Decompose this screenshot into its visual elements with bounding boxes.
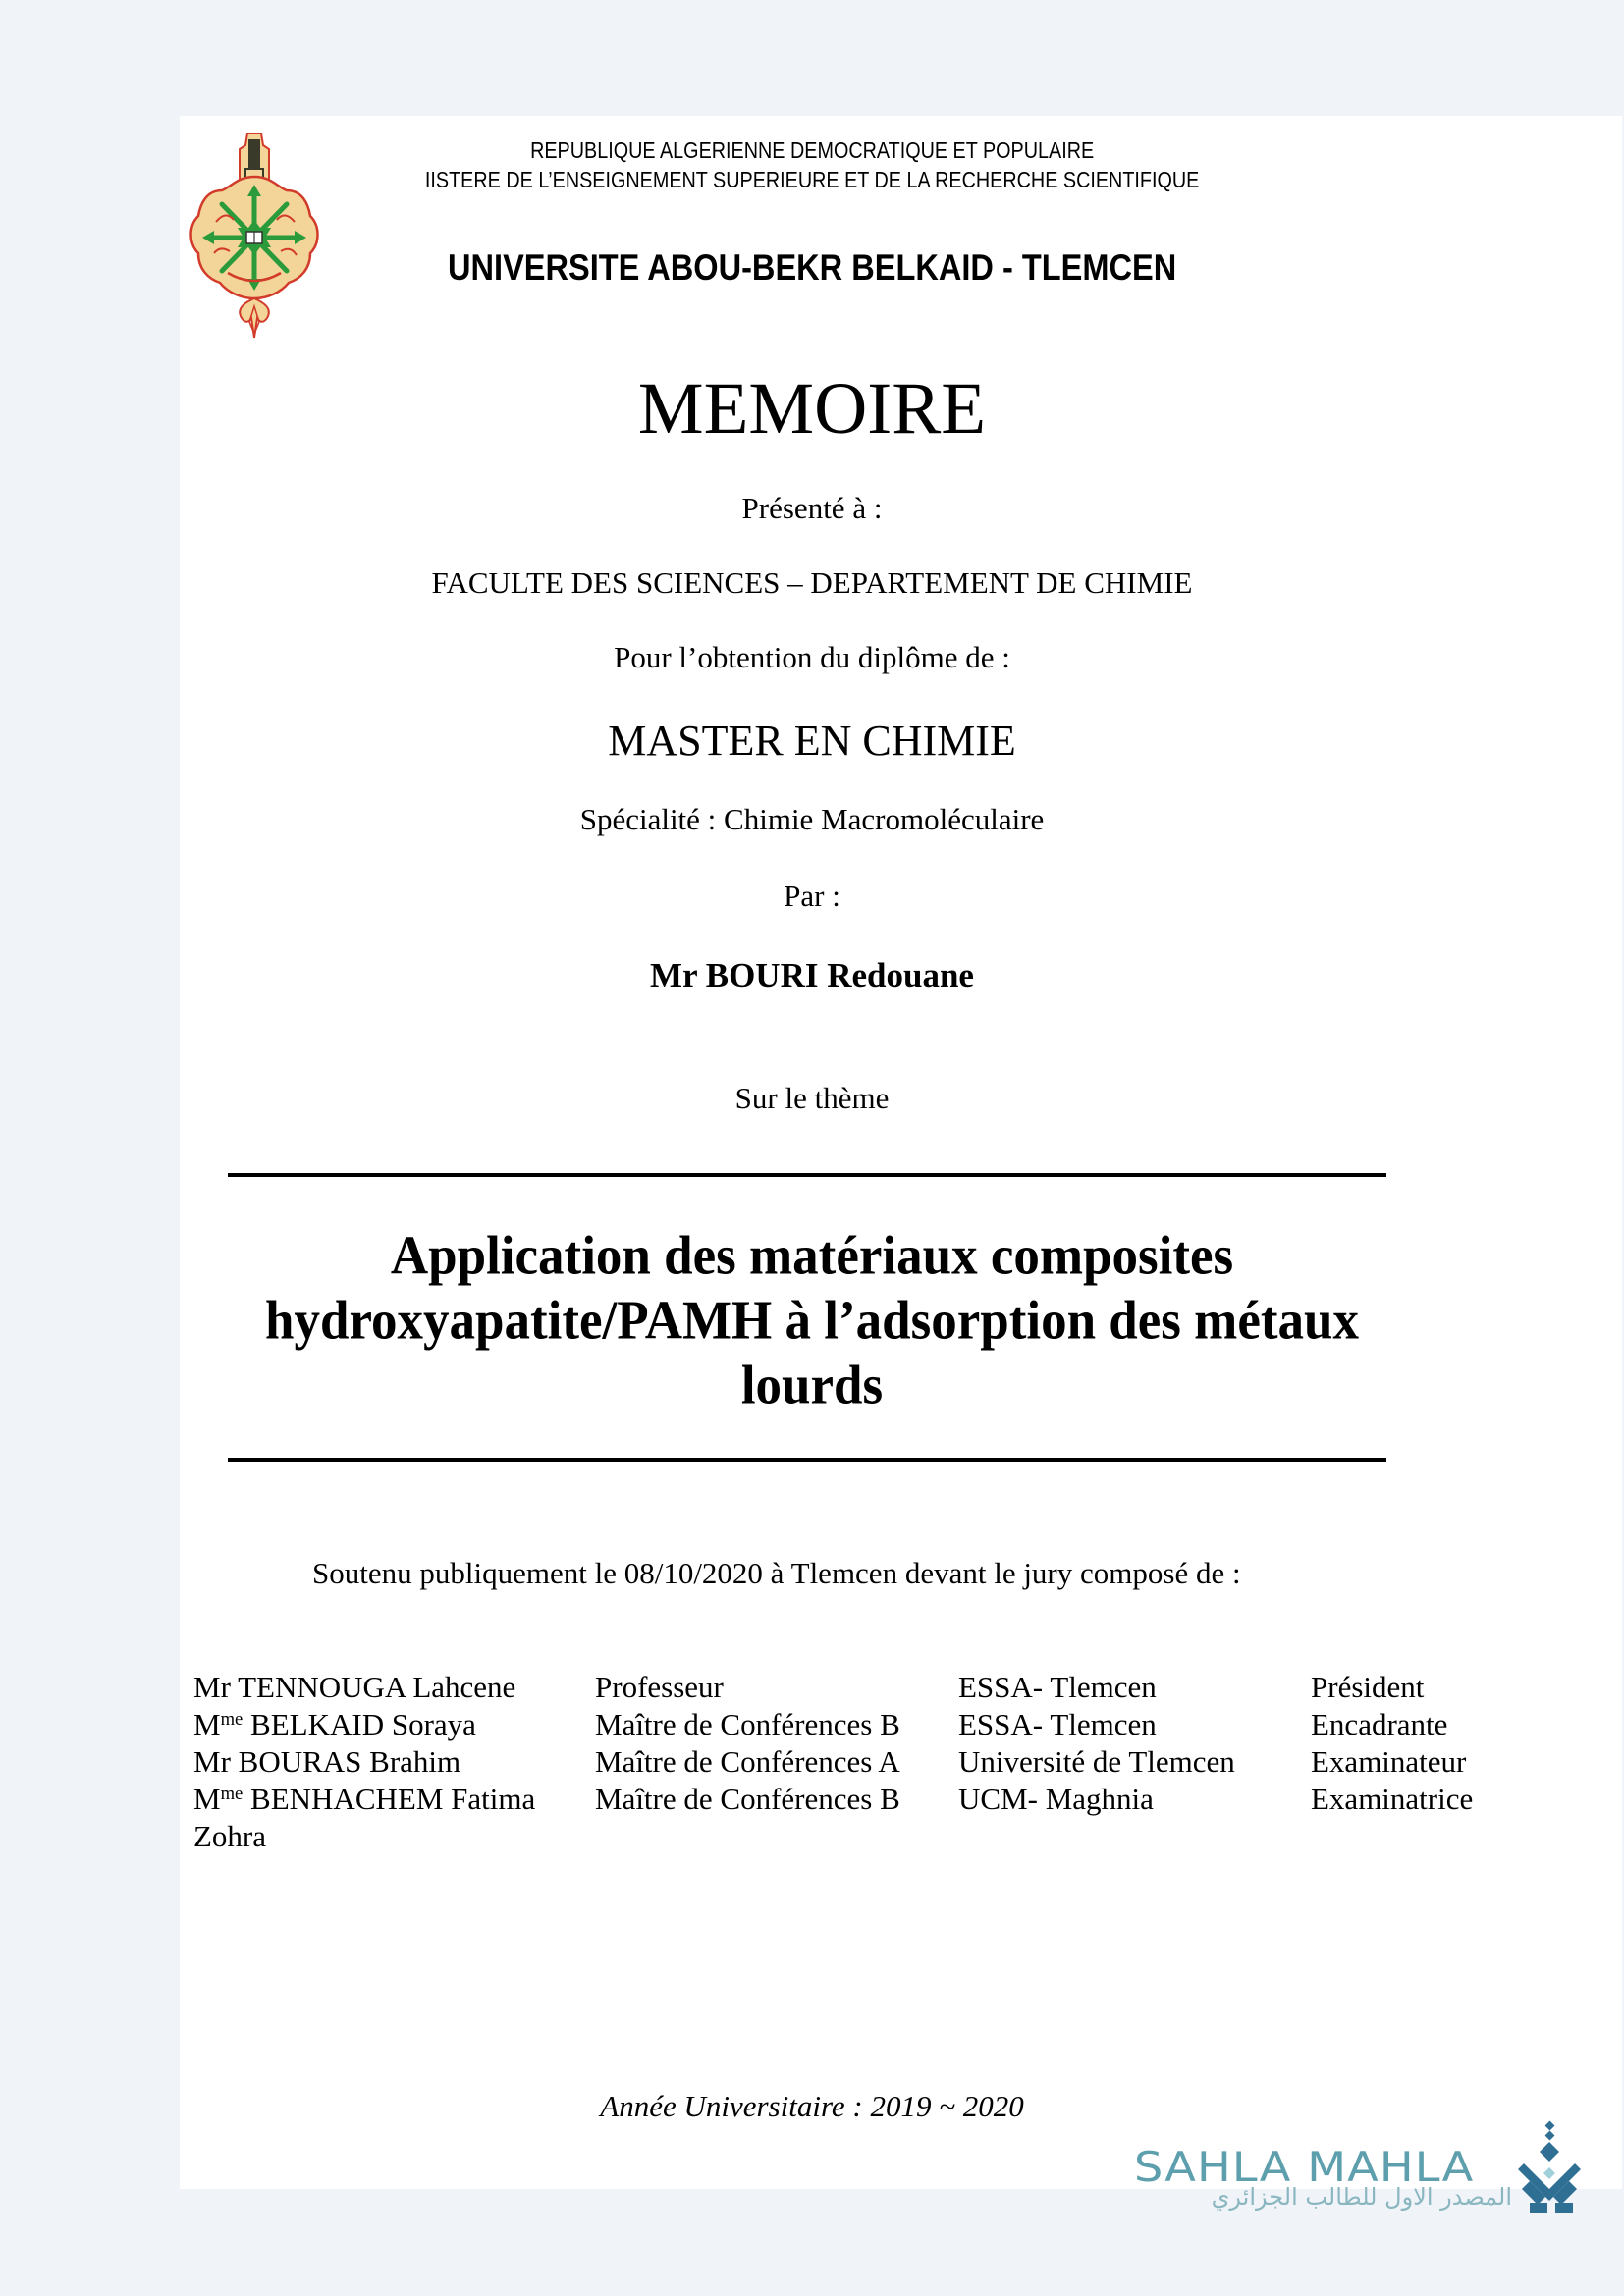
header-clip-mask bbox=[324, 167, 361, 196]
by-label: Par : bbox=[784, 879, 840, 913]
defense-statement: Soutenu publiquement le 08/10/2020 à Tlemcen devant le jury composé de : bbox=[312, 1556, 1241, 1590]
jury-member-institution: Université de Tlemcen bbox=[958, 1744, 1235, 1779]
thesis-title bbox=[0, 1224, 1624, 1418]
jury-member-grade: Maître de Conférences A bbox=[595, 1744, 900, 1779]
faculty-line: FACULTE DES SCIENCES – DEPARTEMENT DE CHIMIE bbox=[431, 565, 1193, 600]
thesis-title-line-1: Application des matériaux composites bbox=[390, 1226, 1234, 1286]
title-rule-bottom bbox=[228, 1458, 1386, 1462]
jury-member-name: Mr TENNOUGA Lahcene bbox=[193, 1670, 516, 1704]
document-type: MEMOIRE bbox=[637, 368, 987, 450]
ministry-line: IISTERE DE L’ENSEIGNEMENT SUPERIEURE ET DE LA RECHERCHE SCIENTIFIQUE bbox=[424, 167, 1200, 192]
jury-member-name: $M^{me}$ BELKAID Soraya bbox=[193, 1707, 476, 1741]
sahla-mahla-emblem-icon bbox=[1516, 2120, 1585, 2218]
title-rule-top bbox=[228, 1173, 1386, 1177]
jury-member-name: $M^{me}$ BENHACHEM Fatima Zohra bbox=[193, 1782, 536, 1853]
specialty-line: Spécialité : Chimie Macromoléculaire bbox=[579, 802, 1045, 836]
jury-member-institution: ESSA- Tlemcen bbox=[958, 1670, 1157, 1704]
author-name: Mr BOURI Redouane bbox=[650, 956, 974, 994]
jury-member-grade: Maître de Conférences B bbox=[595, 1707, 900, 1741]
theme-label: Sur le thème bbox=[734, 1081, 890, 1115]
jury-member-name: Mr BOURAS Brahim bbox=[193, 1744, 461, 1779]
diploma-name: MASTER EN CHIMIE bbox=[608, 717, 1016, 765]
jury-member-institution: UCM- Maghnia bbox=[958, 1782, 1154, 1816]
jury-member-role: Encadrante bbox=[1311, 1707, 1448, 1741]
thesis-title-line-2: hydroxyapatite/PAMH à l’adsorption des métaux bbox=[265, 1291, 1359, 1352]
jury-member-role: Examinateur bbox=[1311, 1744, 1467, 1779]
jury-member-role: Président bbox=[1311, 1670, 1425, 1704]
watermark-brand: SAHLA MAHLA bbox=[1134, 2143, 1475, 2191]
thesis-title-line-3: lourds bbox=[740, 1356, 884, 1416]
academic-year: Année Universitaire : 2019 ~ 2020 bbox=[600, 2089, 1024, 2123]
jury-member-role: Examinatrice bbox=[1311, 1782, 1474, 1816]
presented-to-label: Présenté à : bbox=[741, 491, 883, 525]
university-name: UNIVERSITE ABOU-BEKR BELKAID - TLEMCEN bbox=[447, 247, 1177, 288]
jury-member-grade: Maître de Conférences B bbox=[595, 1782, 900, 1816]
jury-member-institution: ESSA- Tlemcen bbox=[958, 1707, 1157, 1741]
jury-member-grade: Professeur bbox=[595, 1670, 724, 1704]
watermark-tagline: المصدر الاول للطالب الجزائري bbox=[1211, 2183, 1512, 2211]
republic-line: REPUBLIQUE ALGERIENNE DEMOCRATIQUE ET POPULAIRE bbox=[530, 137, 1095, 163]
diploma-label: Pour l’obtention du diplôme de : bbox=[614, 640, 1010, 674]
